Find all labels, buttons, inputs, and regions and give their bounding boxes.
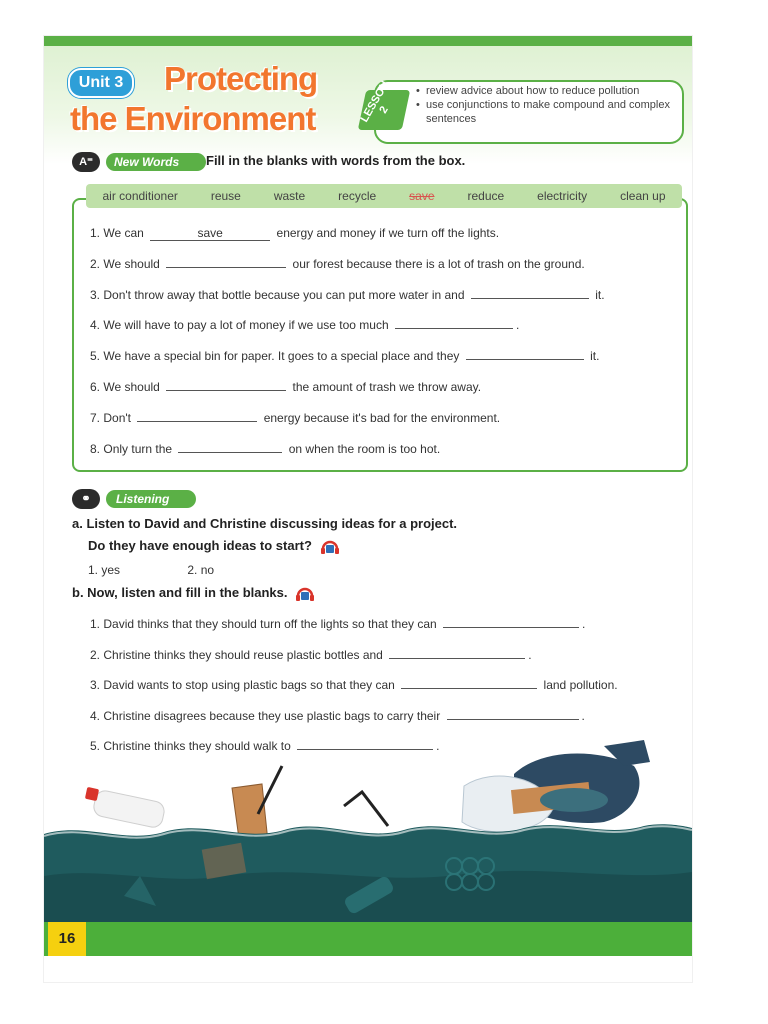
question-number: 7. [90,410,101,425]
question-number: 6. [90,379,101,394]
word-bank-item: reduce [467,189,505,203]
item-number: 2. [90,647,101,662]
question-text: Don't [103,410,131,425]
question-item [90,218,680,249]
question-a [72,516,457,531]
question-text: Don't throw away that bottle because you can put more water in and [103,287,465,302]
word-bank [86,184,682,208]
question-text: . [515,318,520,333]
new-words-icon: A⁼ [72,152,100,172]
objective-item: • review advice about how to reduce pollution [416,84,676,98]
question-text: energy and money if we turn off the lights. [276,226,500,240]
answer-blank[interactable] [466,346,584,360]
question-number: 8. [90,441,101,456]
top-color-bar [44,36,692,46]
item-text: . [528,647,532,662]
new-words-questions [90,218,680,464]
polluted-water-illustration [44,726,692,926]
unit-header [44,46,692,164]
question-text: Only turn the [103,441,173,456]
unit-badge: Unit 3 [68,68,134,98]
word-bank-item: waste [273,189,306,203]
page-number: 16 [48,922,86,956]
new-words-instruction: Fill in the blanks with words from the box. [206,153,466,168]
question-text: We can [103,226,144,240]
question-text: We will have to pay a lot of money if we use too much [103,318,389,333]
answer-blank[interactable] [443,614,579,628]
headphones-icon: ⚭ [72,489,100,509]
item-number: 5. [90,739,101,754]
question-item [90,280,680,311]
answer-blank[interactable] [137,408,257,422]
answer-blank[interactable] [471,285,589,299]
question-number: 3. [90,287,101,302]
item-text: David wants to stop using plastic bags so that they can [103,678,395,693]
unit-title-line-1: Protecting [164,60,318,97]
item-text: David thinks that they should turn off the lights so that they can [103,617,437,631]
question-a-line-1: a. Listen to David and Christine discussing ideas for a project. [72,516,458,531]
question-text: We should [103,256,160,271]
question-text: We have a special bin for paper. It goes to a special place and they [103,349,460,364]
item-text: . [436,739,440,754]
option-no[interactable]: 2. no [187,563,215,577]
answer-blank[interactable] [395,315,513,329]
item-text: Christine disagrees because they use plastic bags to carry their [103,708,441,723]
question-text: the amount of trash we throw away. [292,379,482,394]
item-text: land pollution. [543,678,618,693]
item-text: . [582,617,586,631]
item-text: Christine thinks they should walk to [103,739,291,754]
word-bank-item: recycle [338,189,377,203]
word-bank-item: air conditioner [102,189,178,203]
answer-text: save [197,226,223,240]
question-text: it. [595,287,605,302]
question-number: 1. [90,226,101,240]
word-bank-item: electricity [537,189,588,203]
answer-blank[interactable] [178,439,282,453]
question-item [90,310,680,341]
item-text: Christine thinks they should reuse plastic bottles and [103,647,383,662]
word-bank-item: reuse [210,189,241,203]
answer-blank[interactable] [150,227,270,241]
lesson-label: LESSON 2 [358,79,392,125]
question-text: energy because it's bad for the environment. [263,410,501,425]
question-b-text: b. Now, listen and fill in the blanks. [72,585,288,600]
new-words-tag: New Words [106,153,206,171]
listening-tag: Listening [106,490,196,508]
question-number: 4. [90,318,101,333]
trash-bag-icon [462,740,650,832]
item-number: 4. [90,708,101,723]
word-bank-item-used: save [409,189,435,203]
question-text: on when the room is too hot. [288,441,441,456]
objective-item: • use conjunctions to make compound and complex sentences [416,98,676,126]
audio-track-icon[interactable] [320,539,340,555]
question-text: We should [103,379,160,394]
answer-blank[interactable] [447,706,579,720]
unit-title-line-2: the Environment [70,100,316,137]
item-text: . [581,708,585,723]
answer-blank[interactable] [401,675,537,689]
plastic-bottle-icon [85,787,166,829]
listening-item [90,609,680,640]
answer-blank[interactable] [166,377,286,391]
option-yes[interactable]: 1. yes [88,563,121,577]
question-number: 5. [90,349,101,364]
question-item [90,249,680,280]
workbook-page [44,36,692,982]
question-text: our forest because there is a lot of trash on the ground. [292,256,585,271]
answer-blank[interactable] [166,254,286,268]
audio-track-icon[interactable] [295,586,315,602]
answer-options [88,563,278,577]
question-number: 2. [90,256,101,271]
question-a-line-2-row [88,538,340,555]
listening-item [90,640,680,671]
answer-blank[interactable] [389,645,525,659]
page-footer [44,922,692,956]
question-item [90,403,680,434]
item-number: 1. [90,617,101,631]
question-item [90,341,680,372]
listening-item [90,670,680,701]
question-item [90,434,680,465]
objectives-list [416,84,676,126]
question-a-line-2: Do they have enough ideas to start? [88,538,312,553]
word-bank-item: clean up [620,189,666,203]
question-b [72,585,315,602]
question-text: it. [590,349,600,364]
item-number: 3. [90,678,101,693]
question-item [90,372,680,403]
